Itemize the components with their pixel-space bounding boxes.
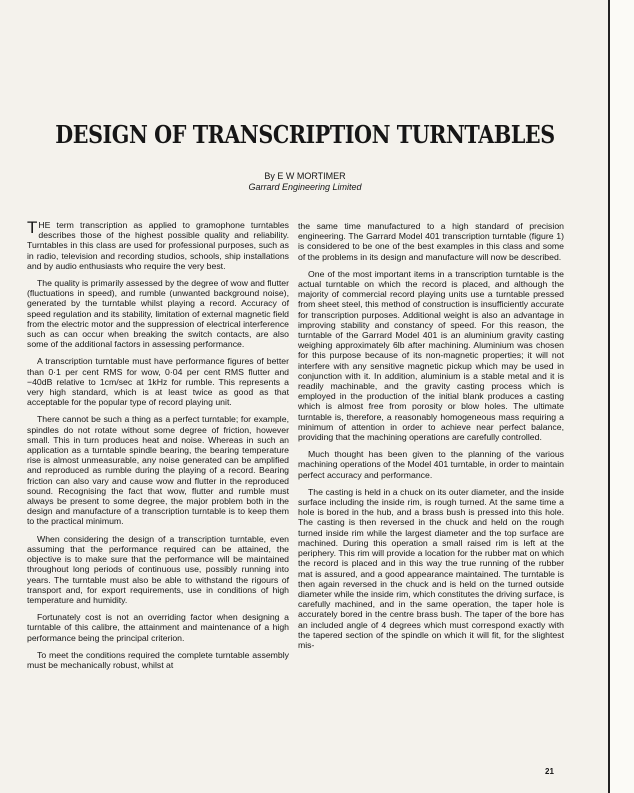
- paragraph: There cannot be such a thing as a perfect turntable; for example, spindles do not rotate without some degree of friction, however small. This in turn produces heat and noise. Whereas in such an application as a turntable spindle bearing, the bearing temperature rise is almost unmeasurable, any noise generated can be amplified and reproduced as rumble during the playing of a record. Bearing friction can also vary and cause wow and flutter in the reproduced sound. Recognising the fact that wow, flutter and rumble must always be present to some degree, the major problem both in the design and manufacture of a transcription turntable is to keep them to the practical minimum.: [27, 414, 289, 527]
- page-number: 21: [545, 767, 554, 776]
- article-title: DESIGN OF TRANSCRIPTION TURNTABLES: [55, 120, 555, 149]
- paragraph: To meet the conditions required the complete turntable assembly must be mechanically robust, whilst at: [27, 649, 289, 670]
- paragraph: A transcription turntable must have performance figures of better than 0·1 per cent RMS for wow, 0·04 per cent RMS flutter and −40dB relative to 1cm/sec at 1kHz for rumble. This represents a very high standard, which is at least twice as good as that acceptable for the popular type of record playing unit.: [27, 356, 289, 408]
- drop-cap: T: [27, 218, 38, 237]
- paragraph: Much thought has been given to the planning of the various machining operations of the Model 401 turntable, in order to maintain perfect accuracy and performance.: [298, 449, 564, 480]
- left-column: [27, 220, 289, 677]
- paragraph: the same time manufactured to a high standard of precision engineering. The Garrard Model 401 transcription turntable (figure 1) is considered to be one of the best examples in this class and some of the problems in its design and manufacture will now be described.: [298, 221, 564, 262]
- paragraph: When considering the design of a transcription turntable, even assuming that the performance required can be attained, the objective is to make sure that the performance will be maintained throughout long periods of continuous use, possibly running into years. The turntable must also be able to withstand the rigours of transport and, for export requirements, use in conditions of high temperature and humidity.: [27, 533, 289, 605]
- paragraph: The quality is primarily assessed by the degree of wow and flutter (fluctuations in speed), and rumble (unwanted background noise), generated by the turntable whilst playing a record. Accuracy of speed regulation and its stability, limitation of external magnetic field from the electric motor and the suppression of electrical interference such as can occur when breaking the switch contacts, are also some of the additional factors in assessing performance.: [27, 278, 289, 350]
- paragraph: Fortunately cost is not an overriding factor when designing a turntable of this calibre, the attainment and maintenance of a high performance being the principal criterion.: [27, 612, 289, 643]
- page-edge-rule: [608, 0, 610, 793]
- right-column: [298, 221, 564, 657]
- paragraph-text: HE term transcription as applied to gramophone turntables describes those of the highest possible quality and reliability. Turntables in this class are used for professional purposes, such as in radio, television and recording studios, schools, ship installations and by audio enthusiasts who require the very best.: [27, 220, 289, 271]
- paragraph: The casting is held in a chuck on its outer diameter, and the inside surface including the inside rim, is rough turned. At the same time a hole is bored in the hub, and a brass bush is pressed into this hole. The casting is then reversed in the chuck and held on the rough turned inside rim while the largest diameter and the top surface are machined. During this operation a small raised rim is left at the periphery. This rim will provide a location for the rubber mat on which the record is placed and in this way the true running of the rubber mat is assured, and a good appearance maintained. The turntable is then again reversed in the chuck and is held on the turned outside diameter while the inside rim, which constitutes the driving surface, is carefully machined, and in the same operation, the taper hole is accurately bored in the centre brass bush. The taper of the bore has an included angle of 4 degrees which must correspond exactly with the tapered section of the spindle on which it will fit, for the slightest mis-: [298, 486, 564, 650]
- author-affiliation: Garrard Engineering Limited: [248, 182, 362, 192]
- author-byline: By E W MORTIMER: [264, 171, 346, 181]
- page-margin: [610, 0, 634, 793]
- paragraph: One of the most important items in a transcription turntable is the actual turntable on which the record is placed, and although the majority of commercial record playing units use a turntable pressed from sheet steel, this method of construction is insufficiently accurate for transcription purposes. Additional weight is also an advantage in improving stability and constancy of speed. For this reason, the turntable of the Garrard Model 401 is an aluminium gravity casting weighing approximately 6lb after machining. Aluminium was chosen for this purpose because of its non-magnetic properties; it will not interfere with any sensitive magnetic pickup which may be used in conjunction with it. In addition, aluminium is a stable metal and it is readily machinable, and the gravity casting process which is employed in the production of the initial blank produces a casting which is almost free from porosity or blow holes. The ultimate turntable is, therefore, a reasonably homogeneous mass requiring a minimum of attention in order to achieve near perfect balance, providing that the machining operations are carefully controlled.: [298, 268, 564, 443]
- paragraph: [27, 220, 289, 271]
- byline-block: [0, 171, 610, 193]
